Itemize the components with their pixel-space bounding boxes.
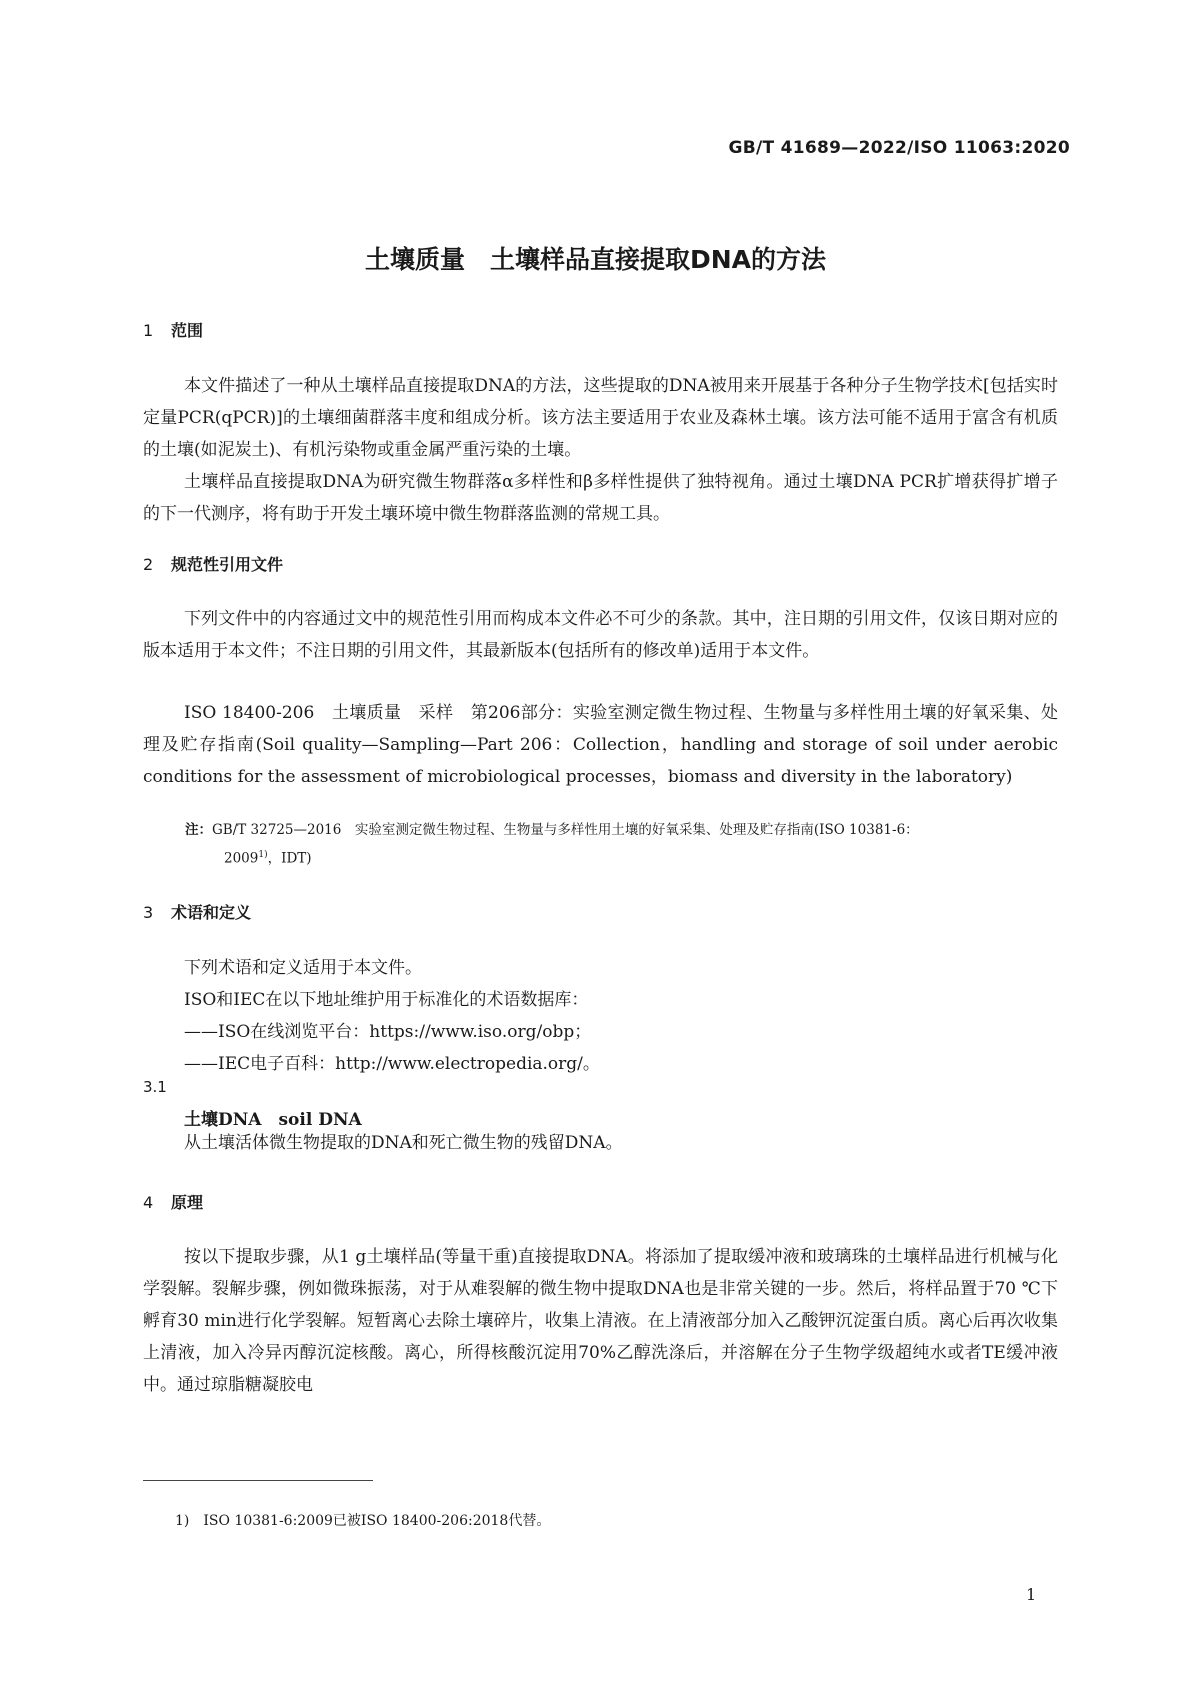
note-line-1: GB/T 32725—2016 实验室测定微生物过程、生物量与多样性用土壤的好氧采集、处理及贮存指南(ISO 10381-6： [212, 822, 919, 838]
terms-intro-line: 下列术语和定义适用于本文件。 [184, 958, 422, 978]
section-number: 3 [143, 903, 154, 922]
document-title: 土壤质量 土壤样品直接提取DNA的方法 [364, 245, 827, 274]
section-number: 2 [143, 555, 154, 574]
footnote: 1) ISO 10381-6:2009已被ISO 18400-206:2018代替。 [175, 1513, 551, 1529]
section-title: 术语和定义 [171, 903, 252, 922]
note-line-2: 2009$^{1)}$，IDT) [224, 850, 312, 867]
section-title: 范围 [171, 321, 204, 340]
iso-obp-link[interactable]: ——ISO在线浏览平台：https://www.iso.org/obp； [184, 1022, 592, 1042]
section-title: 规范性引用文件 [171, 555, 284, 574]
section-number: 4 [143, 1193, 154, 1212]
principle-paragraph: 按以下提取步骤，从1 g土壤样品(等量干重)直接提取DNA。将添加了提取缓冲液和玻璃珠的土壤样品进行机械与化学裂解。裂解步骤，例如微珠振荡，对于从难裂解的微生物中提取DNA也是非常关键的一步。然后，将样品置于70 ℃下孵育30 min进行化学裂解。短暂离心去除土壤碎片，收集上清液。在上清液部分加入乙酸钾沉淀蛋白质。离心后再次收集上清液，加入冷异丙醇沉淀核酸。离心，所得核酸沉淀用70%乙醇洗涤后，并溶解在分子生物学级超纯水或者TE缓冲液中。通过琼脂糖凝胶电 [143, 1247, 1058, 1395]
section-3-heading [143, 900, 251, 923]
page-number: 1 [1026, 1585, 1037, 1604]
section-title: 原理 [171, 1193, 204, 1212]
scope-paragraph-2: 土壤样品直接提取DNA为研究微生物群落α多样性和β多样性提供了独特视角。通过土壤DNA PCR扩增获得扩增子的下一代测序，将有助于开发土壤环境中微生物群落监测的常规工具。 [143, 472, 1058, 524]
section-1-heading [143, 318, 203, 341]
section-4-heading [143, 1190, 203, 1213]
standard-code: GB/T 41689—2022/ISO 11063:2020 [728, 138, 1070, 158]
reference-note [185, 818, 1065, 872]
footnote-marker: 1) [258, 850, 268, 860]
normative-ref-paragraph: 下列文件中的内容通过文中的规范性引用而构成本文件必不可少的条款。其中，注日期的引用文件，仅该日期对应的版本适用于本文件；不注日期的引用文件，其最新版本(包括所有的修改单)适用于本文件。 [143, 609, 1058, 661]
footnote-divider [143, 1480, 373, 1481]
term-definition: 从土壤活体微生物提取的DNA和死亡微生物的残留DNA。 [184, 1133, 623, 1153]
section-2-heading [143, 552, 283, 575]
scope-paragraph-1: 本文件描述了一种从土壤样品直接提取DNA的方法，这些提取的DNA被用来开展基于各种分子生物学技术[包括实时定量PCR(qPCR)]的土壤细菌群落丰度和组成分析。该方法主要适用于农业及森林土壤。该方法可能不适用于富含有机质的土壤(如泥炭土)、有机污染物或重金属严重污染的土壤。 [143, 376, 1058, 460]
term-heading: 土壤DNA soil DNA [184, 1110, 362, 1130]
terms-database-line: ISO和IEC在以下地址维护用于标准化的术语数据库： [184, 990, 589, 1010]
iec-electropedia-link[interactable]: ——IEC电子百科：http://www.electropedia.org/。 [184, 1054, 600, 1074]
section-number: 1 [143, 321, 154, 340]
normative-ref-iso-18400: ISO 18400-206 土壤质量 采样 第206部分：实验室测定微生物过程、生物量与多样性用土壤的好氧采集、处理及贮存指南(Soil quality—Sampling—Part 206：Collection，handling and storage of soil under aerobic conditions for the assessment of microbiological processes，biomass and diversity in the laboratory) [143, 703, 1058, 787]
note-label: 注： [185, 822, 212, 838]
term-number: 3.1 [143, 1078, 167, 1096]
